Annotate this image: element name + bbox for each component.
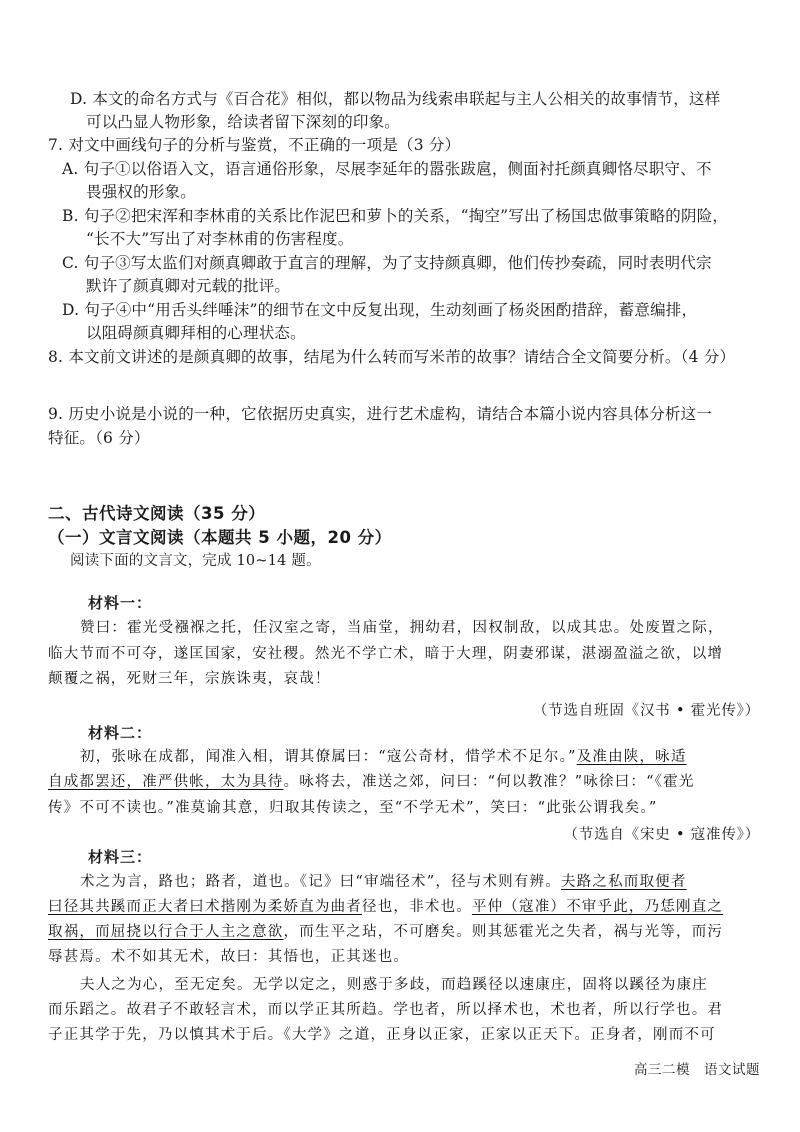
underlined-sentence: 平仲（寇准）不审乎此，乃恁刚直之 xyxy=(471,899,724,915)
q8-stem: 8. 本文前文讲述的是颜真卿的故事，结尾为什么转而写米芾的故事？请结合全文简要分析。（4 分） xyxy=(48,348,736,366)
material-3-line: 子正其学于先，乃以慎其术于后。《大学》之道，正身以正家，正家以正天下。正身者，刚而不可 xyxy=(48,1027,716,1043)
material-1-line: 赞曰：霍光受襁褓之托，任汉室之寄，当庙堂，拥幼君，因权制敌，以成其忠。处废置之际， xyxy=(80,620,724,636)
material-3-line: 辱甚焉。术不如其无术，故曰：其悟也，正其迷也。 xyxy=(48,949,410,965)
underlined-sentence: 曰径其共蹊而正大者曰术揩刚为柔娇直为曲者 xyxy=(48,899,362,915)
material-1-line: 临大节而不可夺，遂匡国家，安社稷。然光不学亡术，暗于大理，阴妻邪谋，湛溺盈溢之欲，以增 xyxy=(48,646,724,662)
reading-instruction: 阅读下面的文言文，完成 10~14 题。 xyxy=(70,553,321,569)
material-3-line: 夫人之为心，至无定矣。无学以定之，则惑于多歧，而趋蹊径以速康庄，固将以蹊径为康庄 xyxy=(80,977,708,993)
material-2-line: 传》不可不读也。”准莫谕其意，归取其传读之，至“不学无术”，笑曰：“此张公谓我矣。” xyxy=(48,800,658,816)
q9-stem-line2: 特征。（6 分） xyxy=(48,429,150,447)
underlined-sentence: 自成都罢还，准严供帐，太为具待 xyxy=(48,774,284,790)
q7-option-b-line2: “长不大”写出了对李林甫的伤害程度。 xyxy=(86,230,354,248)
text-segment: 术之为言，路也；路者，道也。《记》曰“审端径术”，径与术则有辨。 xyxy=(80,874,561,890)
material-3-line xyxy=(48,921,723,943)
underlined-sentence: 夫路之私而取便者 xyxy=(560,874,687,890)
text-segment: 初，张咏在成都，闻准入相，谓其僚属曰：“寇公奇材，惜学术不足尔。” xyxy=(80,749,577,765)
q6-option-d-line1: D. 本文的命名方式与《百合花》相似，都以物品为线索串联起与主人公相关的故事情节，这样 xyxy=(70,90,721,108)
q7-option-a-line2: 畏强权的形象。 xyxy=(86,183,196,201)
q9-stem-line1: 9. 历史小说是小说的一种，它依据历史真实，进行艺术虚构，请结合本篇小说内容具体分析这一 xyxy=(48,405,713,423)
q7-option-b-line1: B. 句子②把宋浑和李林甫的关系比作泥巴和萝卜的关系，“掏空”写出了杨国忠做事策略的阴险， xyxy=(62,207,729,225)
material-2-source: （节选自《宋史 • 寇准传》） xyxy=(563,827,760,843)
subsection-title: （一）文言文阅读（本题共 5 小题，20 分） xyxy=(48,528,392,547)
underlined-sentence: 取祸，而屈挠以行合于人主之意欲 xyxy=(48,924,284,940)
q7-option-c-line2: 默许了颜真卿对元载的批评。 xyxy=(86,277,291,295)
page-footer: 高三二模 语文试题 xyxy=(634,1062,760,1078)
material-3-line xyxy=(48,896,723,918)
q7-stem: 7. 对文中画线句子的分析与鉴赏，不正确的一项是（3 分） xyxy=(48,136,461,154)
material-1-source: （节选自班固《汉书 • 霍光传》） xyxy=(532,703,760,719)
text-segment: ，而生平之玷，不可磨矣。则其惩霍光之失者，祸与光等，而污 xyxy=(283,924,724,940)
text-segment: 径也，非术也。 xyxy=(362,899,472,915)
material-2-label: 材料二： xyxy=(88,724,153,742)
material-3-line: 而乐蹈之。故君子不敢轻言术，而以学正其所趋。学也者，所以择术也，术也者，所以行学也。君 xyxy=(48,1002,724,1018)
q7-option-d-line2: 以阻碍颜真卿拜相的心理状态。 xyxy=(86,324,306,342)
material-1-line: 颠覆之祸，死财三年，宗族诛夷，哀哉！ xyxy=(48,671,331,687)
q7-option-d-line1: D. 句子④中“用舌头绊唾沫”的细节在文中反复出现，生动刻画了杨炎困酌措辞，蓄意编排， xyxy=(62,301,698,319)
q6-option-d-line2: 可以凸显人物形象，给读者留下深刻的印象。 xyxy=(86,113,401,131)
underlined-sentence: 及准由陕，咏适 xyxy=(576,749,687,765)
q7-option-c-line1: C. 句子③写太监们对颜真卿敢于直言的理解，为了支持颜真卿，他们传抄奏疏，同时表明代宗 xyxy=(62,254,712,272)
material-2-line xyxy=(80,746,687,768)
material-3-line xyxy=(80,871,687,893)
q7-option-a-line1: A. 句子①以俗语入文，语言通俗形象，尽展李延年的嚣张跋扈，侧面衬托颜真卿恪尽职守、不 xyxy=(62,160,712,178)
material-1-label: 材料一： xyxy=(88,594,153,612)
section-title: 二、古代诗文阅读（35 分） xyxy=(48,504,266,523)
text-segment: 。咏将去，准送之郊，问曰：“何以教准？”咏徐曰：“《霍光 xyxy=(283,774,695,790)
material-2-line xyxy=(48,771,695,793)
material-3-label: 材料三： xyxy=(88,848,153,866)
